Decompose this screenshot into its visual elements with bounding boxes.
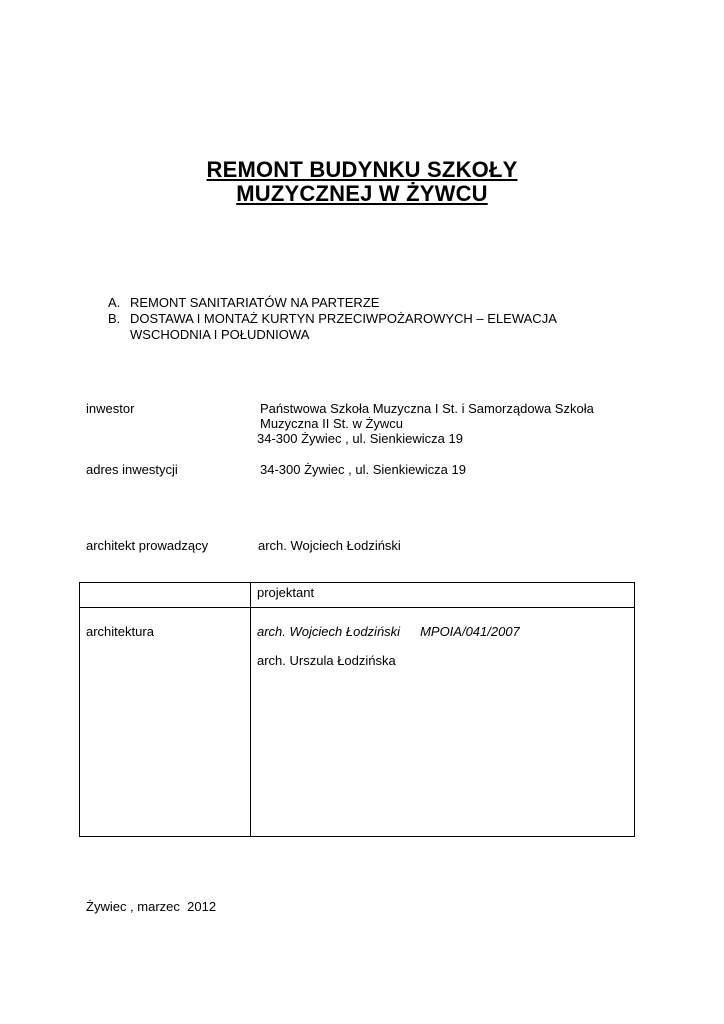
document-title-line1: REMONT BUDYNKU SZKOŁY: [206, 157, 518, 182]
table-header-empty-cell: [80, 583, 251, 608]
table-header-designer-cell: [251, 583, 635, 608]
place-date: Żywiec , marzec 2012: [86, 899, 217, 914]
table-row: [80, 608, 635, 837]
scope-item-a: [108, 295, 379, 311]
lead-architect-label: architekt prowadzący: [86, 538, 209, 553]
lead-architect-value: arch. Wojciech Łodziński: [258, 538, 401, 553]
designer1-name: arch. Wojciech Łodziński: [257, 624, 401, 639]
scope-item-b: [108, 311, 557, 327]
investor-label: inwestor: [86, 401, 135, 416]
address-value: 34-300 Żywiec , ul. Sienkiewicza 19: [260, 462, 466, 477]
scope-item-b-text: DOSTAWA I MONTAŻ KURTYN PRZECIWPOŻAROWYCH – ELEWACJA: [130, 311, 557, 326]
table-header-designer: projektant: [257, 585, 315, 600]
designers-table: [79, 582, 635, 837]
table-designers-cell: [251, 608, 635, 837]
designer1-license: MPOIA/041/2007: [420, 624, 520, 639]
table-header-row: [80, 583, 635, 608]
investor-line3: 34-300 Żywiec , ul. Sienkiewicza 19: [257, 431, 463, 446]
designer1: [251, 608, 634, 640]
document-title-line2: MUZYCZNEJ W ŻYWCU: [236, 181, 488, 206]
investor-line2: Muzyczna II St. w Żywcu: [260, 416, 404, 431]
scope-item-b-letter: B.: [108, 311, 121, 326]
table-discipline-cell: [80, 608, 251, 837]
designer2-name: arch. Urszula Łodzińska: [257, 653, 396, 668]
scope-item-a-letter: A.: [108, 295, 121, 310]
scope-item-b-continuation: WSCHODNIA I POŁUDNIOWA: [130, 327, 310, 342]
scope-item-a-text: REMONT SANITARIATÓW NA PARTERZE: [130, 295, 380, 310]
address-label: adres inwestycji: [86, 462, 178, 477]
table-discipline-label: architektura: [86, 624, 154, 639]
investor-line1: Państwowa Szkoła Muzyczna I St. i Samorządowa Szkoła: [260, 401, 594, 416]
